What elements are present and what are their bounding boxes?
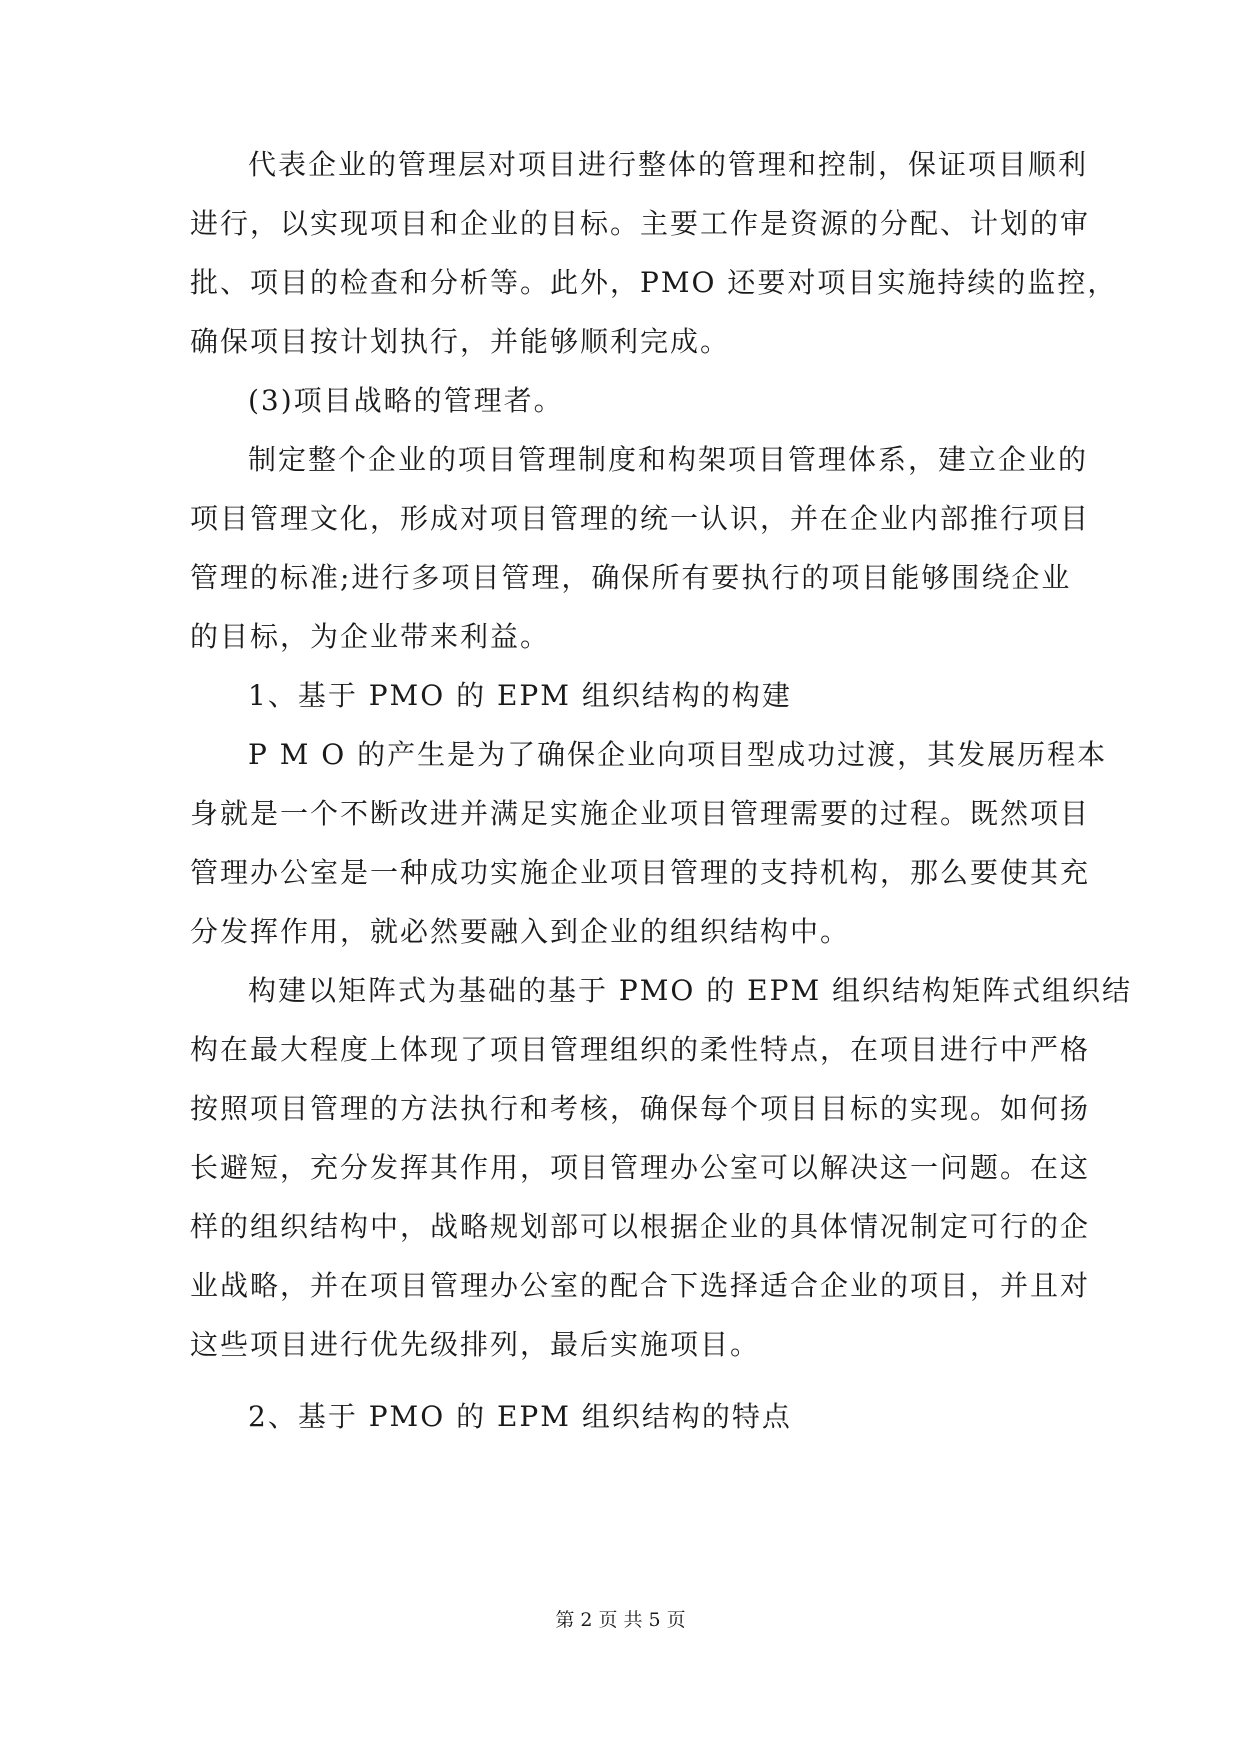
text-line: 进行，以实现项目和企业的目标。主要工作是资源的分配、计划的审 (190, 207, 1091, 240)
text-line: 管理办公室是一种成功实施企业项目管理的支持机构，那么要使其充 (190, 856, 1091, 889)
text-line: 这些项目进行优先级排列，最后实施项目。 (190, 1328, 761, 1361)
text-line: 项目管理文化，形成对项目管理的统一认识，并在企业内部推行项目 (190, 502, 1091, 535)
text-line: 分发挥作用，就必然要融入到企业的组织结构中。 (190, 915, 851, 948)
text-line: 构建以矩阵式为基础的基于 PMO 的 EPM 组织结构矩阵式组织结 (248, 974, 1133, 1007)
text-line: 身就是一个不断改进并满足实施企业项目管理需要的过程。既然项目 (190, 797, 1091, 830)
section-heading: 1、基于 PMO 的 EPM 组织结构的构建 (248, 679, 792, 712)
text-line: 管理的标准;进行多项目管理，确保所有要执行的项目能够围绕企业 (190, 561, 1072, 594)
text-line: 代表企业的管理层对项目进行整体的管理和控制，保证项目顺利 (248, 148, 1089, 181)
footer-mid: 页 共 (598, 1609, 643, 1631)
text-line: 业战略，并在项目管理办公室的配合下选择适合企业的项目，并且对 (190, 1269, 1091, 1302)
text-line: P M O 的产生是为了确保企业向项目型成功过渡，其发展历程本 (248, 738, 1108, 771)
footer-suffix: 页 (666, 1609, 686, 1631)
section-heading: 2、基于 PMO 的 EPM 组织结构的特点 (248, 1400, 792, 1433)
text-line: 的目标，为企业带来利益。 (190, 620, 551, 653)
text-line: 长避短，充分发挥其作用，项目管理办公室可以解决这一问题。在这 (190, 1151, 1091, 1184)
text-line: 构在最大程度上体现了项目管理组织的柔性特点，在项目进行中严格 (190, 1033, 1091, 1066)
page-footer (0, 1608, 1241, 1632)
text-line: 确保项目按计划执行，并能够顺利完成。 (190, 325, 731, 358)
text-line: 批、项目的检查和分析等。此外，PMO 还要对项目实施持续的监控， (190, 266, 1118, 299)
text-line: (3)项目战略的管理者。 (248, 384, 564, 417)
text-line: 制定整个企业的项目管理制度和构架项目管理体系，建立企业的 (248, 443, 1089, 476)
page-number: 2 (580, 1609, 593, 1631)
text-line: 样的组织结构中，战略规划部可以根据企业的具体情况制定可行的企 (190, 1210, 1091, 1243)
text-line: 按照项目管理的方法执行和考核，确保每个项目目标的实现。如何扬 (190, 1092, 1091, 1125)
footer-prefix: 第 (555, 1609, 575, 1631)
total-pages: 5 (648, 1609, 661, 1631)
